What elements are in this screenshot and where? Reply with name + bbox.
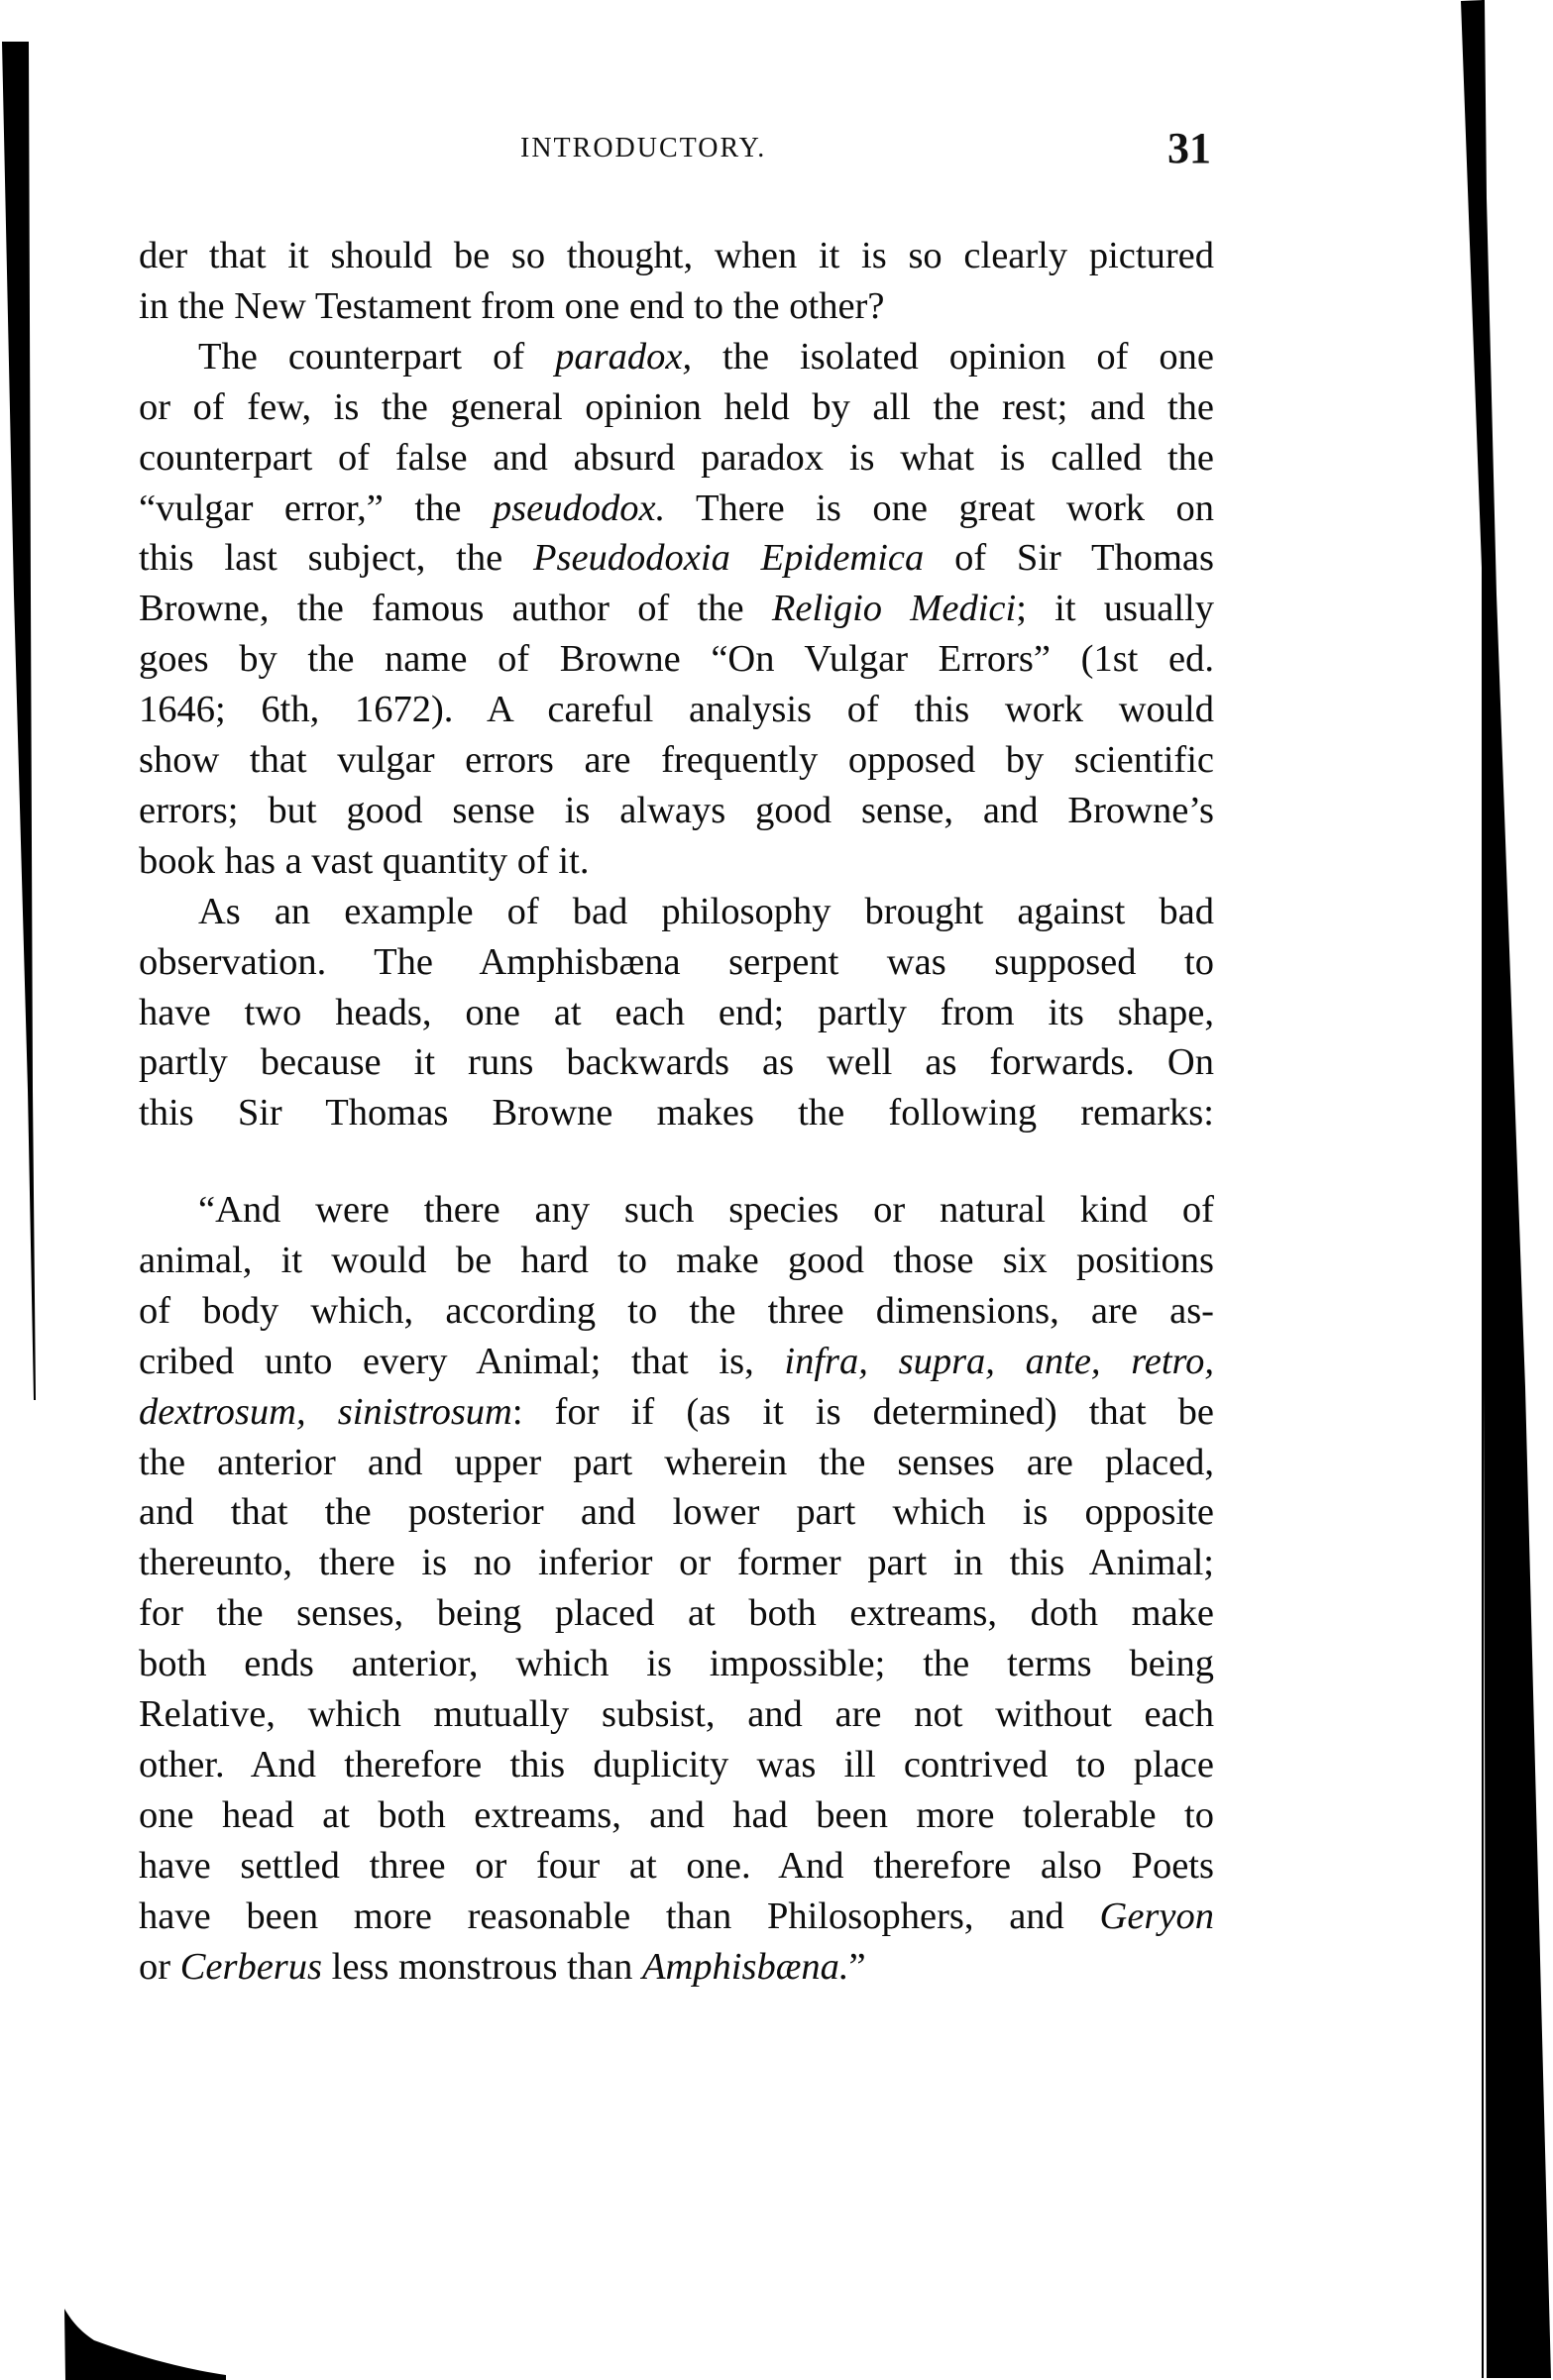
- body-line: [139, 584, 1214, 633]
- body-line: [139, 1037, 1214, 1087]
- text-run: As an example of bad philosophy brought against bad: [198, 890, 1214, 932]
- text-run: “vulgar error,” the: [139, 487, 493, 529]
- text-run: der that it should be so thought, when it is so clearly pictured: [139, 235, 1214, 276]
- body-line: [139, 433, 1214, 483]
- quote-line: [139, 1236, 1214, 1285]
- italic-text: Religio Medici: [771, 588, 1017, 630]
- quote-line: [198, 1185, 1214, 1235]
- quote-line: [139, 1337, 1214, 1386]
- quote-line: [139, 1942, 1214, 1992]
- text-run: or of few, is the general opinion held by all the rest; and the: [139, 385, 1214, 428]
- text-run: show that vulgar errors are frequently opposed by scientific: [139, 739, 1214, 781]
- text-run: or: [139, 1945, 180, 1988]
- text-run: this Sir Thomas Browne makes the following remarks:: [139, 1092, 1214, 1135]
- text-run: for the senses, being placed at both extreams, doth make: [139, 1592, 1214, 1635]
- body-line: [198, 887, 1214, 936]
- text-run: : for if (as it is determined) that be: [511, 1390, 1214, 1433]
- right-scan-edge: [1447, 0, 1553, 2380]
- text-run: and that the posterior and lower part which is opposite: [139, 1491, 1214, 1534]
- quote-line: [139, 1790, 1214, 1840]
- quote-line: [139, 1892, 1214, 1941]
- text-run: counterpart of false and absurd paradox is what is called the: [139, 436, 1214, 479]
- body-line: [139, 382, 1214, 432]
- text-run: 1646; 6th, 1672). A careful analysis of this work would: [139, 689, 1214, 731]
- body-line: [139, 281, 1214, 331]
- left-scan-edge: [0, 0, 59, 1407]
- body-line: [198, 332, 1214, 381]
- italic-text: Amphisbæna.: [641, 1945, 849, 1988]
- text-run: cribed unto every Animal; that is,: [139, 1340, 785, 1382]
- quote-line: [139, 1286, 1214, 1336]
- body-line: [139, 634, 1214, 684]
- quote-line: [139, 1639, 1214, 1688]
- text-run: Browne, the famous author of the: [139, 588, 772, 630]
- body-line: [139, 533, 1214, 583]
- page-number: 31: [1167, 124, 1211, 172]
- italic-text: pseudodox.: [492, 487, 666, 529]
- italic-text: paradox,: [555, 335, 693, 378]
- text-run: other. And therefore this duplicity was ill contrived to place: [139, 1743, 1214, 1785]
- text-run: of Sir Thomas: [924, 537, 1214, 580]
- text-run: ; it usually: [1016, 588, 1214, 630]
- bottom-left-scan-mark: [59, 2309, 238, 2380]
- body-line: [139, 231, 1214, 280]
- body-line: [139, 685, 1214, 734]
- text-run: less monstrous than: [322, 1945, 642, 1988]
- text-run: have two heads, one at each end; partly from its shape,: [139, 991, 1214, 1033]
- italic-text: Cerberus: [179, 1945, 323, 1988]
- body-line: [139, 735, 1214, 785]
- text-run: There is one great work on: [665, 487, 1215, 529]
- text-run: animal, it would be hard to make good those six positions: [139, 1239, 1214, 1281]
- quote-line: [139, 1841, 1214, 1891]
- body-line: [139, 937, 1214, 987]
- quote-line: [139, 1538, 1214, 1587]
- text-run: have settled three or four at one. And therefore also Poets: [139, 1844, 1214, 1887]
- quote-line: [139, 1689, 1214, 1739]
- text-run: both ends anterior, which is impossible; the terms being: [139, 1643, 1214, 1685]
- text-run: thereunto, there is no inferior or former part in this Animal;: [139, 1542, 1214, 1584]
- italic-text: dextrosum, sinistrosum: [139, 1390, 512, 1433]
- text-run: in the New Testament from one end to the other?: [139, 284, 885, 327]
- text-run: The counterpart of: [198, 335, 556, 378]
- quote-line: [139, 1387, 1214, 1437]
- quote-line: [139, 1487, 1214, 1537]
- body-line: [139, 1088, 1214, 1137]
- text-run: partly because it runs backwards as well as forwards. On: [139, 1041, 1214, 1084]
- text-run: goes by the name of Browne “On Vulgar Errors” (1st ed.: [139, 638, 1214, 681]
- text-run: of body which, according to the three dimensions, are as-: [139, 1289, 1214, 1332]
- text-run: the isolated opinion of one: [692, 335, 1214, 378]
- running-head: INTRODUCTORY.: [520, 133, 767, 163]
- italic-text: Geryon: [1099, 1894, 1214, 1937]
- text-run: this last subject, the: [139, 537, 533, 580]
- quote-line: [139, 1740, 1214, 1789]
- quote-line: [139, 1588, 1214, 1638]
- quote-line: [139, 1438, 1214, 1487]
- italic-text: infra, supra, ante, retro,: [784, 1340, 1214, 1382]
- text-run: have been more reasonable than Philosophers, and: [139, 1894, 1100, 1937]
- italic-text: Pseudodoxia Epidemica: [532, 537, 925, 580]
- text-run: observation. The Amphisbæna serpent was supposed to: [139, 940, 1214, 983]
- text-run: the anterior and upper part wherein the senses are placed,: [139, 1441, 1214, 1483]
- body-line: [139, 786, 1214, 835]
- body-line: [139, 988, 1214, 1037]
- text-run: Relative, which mutually subsist, and are not without each: [139, 1693, 1214, 1735]
- text-run: errors; but good sense is always good sense, and Browne’s: [139, 789, 1214, 831]
- text-run: one head at both extreams, and had been more tolerable to: [139, 1793, 1214, 1836]
- text-run: book has a vast quantity of it.: [139, 839, 590, 882]
- text-run: “And were there any such species or natural kind of: [198, 1189, 1214, 1231]
- body-line: [139, 836, 1214, 886]
- body-line: [139, 484, 1214, 533]
- text-run: ”: [848, 1945, 866, 1988]
